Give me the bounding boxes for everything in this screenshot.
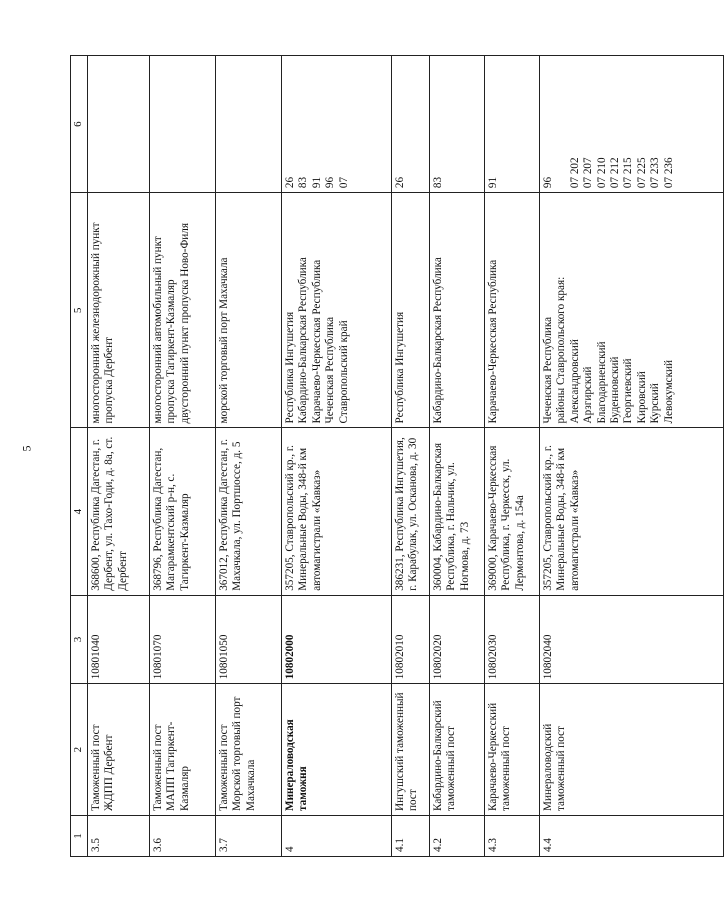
okato-code-cell <box>150 56 216 193</box>
activity-area-line: Кабардино-Балкарская Республика <box>432 257 444 424</box>
header-cell-1: 1 <box>71 815 88 856</box>
header-cell-3: 3 <box>71 595 88 684</box>
okato-code-line: 07 202 <box>568 157 581 189</box>
okato-code-line: 26 <box>284 176 296 189</box>
activity-area-cell <box>216 193 282 428</box>
table-row <box>540 56 724 857</box>
okato-code-line: 83 <box>297 176 310 189</box>
table-body <box>71 56 724 857</box>
post-name-cell: Таможенный пост ЖДПП Дербент <box>88 684 150 816</box>
row-number-cell: 4.1 <box>392 815 430 856</box>
row-number-cell: 4.4 <box>540 815 724 856</box>
post-address-cell: 368600, Республика Дагестан, г. Дербент, ул. Тахо-Годи, д. 8а, ст. Дербент <box>88 428 150 595</box>
activity-area-line: Кабардино-Балкарская Республика <box>297 257 310 424</box>
rotated-table-frame <box>70 55 675 857</box>
row-number-cell: 3.6 <box>150 815 216 856</box>
okato-code-cell <box>282 56 392 193</box>
activity-area-line: Ставропольский край <box>337 320 350 424</box>
row-number-cell: 4.2 <box>430 815 485 856</box>
post-code-cell: 10801050 <box>216 595 282 684</box>
post-name-cell: Карачаево-Черкесский таможенный пост <box>485 684 540 816</box>
post-address-cell: 386231, Республика Ингушетия, г. Карабулак, ул. Осканова, д. 30 <box>392 428 430 595</box>
post-address-cell: 360004, Кабардино-Балкарская Республика, г. Нальчик, ул. Ногмова, д. 73 <box>430 428 485 595</box>
activity-area-line: Республика Ингушетия <box>284 311 296 424</box>
okato-code-line: 07 225 <box>635 157 648 189</box>
row-number-cell: 4 <box>282 815 392 856</box>
table-row <box>282 56 392 857</box>
activity-area-line: Карачаево-Черкесская Республика <box>487 259 499 424</box>
header-cell-2: 2 <box>71 684 88 816</box>
activity-area-line: Кировский <box>635 371 648 424</box>
table-row <box>150 56 216 857</box>
header-cell-5: 5 <box>71 193 88 428</box>
post-address-cell: 357205, Ставропольский кр., г. Минеральные Воды, 348-й км автомагистрали «Кавказ» <box>282 428 392 595</box>
activity-area-line: Чеченская Республика <box>542 316 554 424</box>
okato-code-line: 91 <box>310 176 323 189</box>
post-code-cell: 10801070 <box>150 595 216 684</box>
table-row <box>485 56 540 857</box>
activity-area-line: Левокумский <box>662 360 675 424</box>
activity-area-line: Республика Ингушетия <box>394 311 406 424</box>
activity-area-cell <box>430 193 485 428</box>
customs-posts-table <box>70 55 724 857</box>
header-cell-6: 6 <box>71 56 88 193</box>
post-code-cell: 10802020 <box>430 595 485 684</box>
post-name-cell: Таможенный пост Морской торговый порт Махачкала <box>216 684 282 816</box>
table-row <box>392 56 430 857</box>
row-number-cell: 4.3 <box>485 815 540 856</box>
activity-area-line: Курский <box>649 383 662 424</box>
okato-code-cell <box>216 56 282 193</box>
okato-code-line: 07 <box>337 176 350 189</box>
activity-area-line: Арзгирский <box>582 366 595 424</box>
activity-area-line: морской торговый порт Махачкала <box>218 257 230 424</box>
post-address-cell: 367012, Республика Дагестан, г. Махачкала, ул. Портшоссе, д. 5 <box>216 428 282 595</box>
okato-code-cell <box>540 56 724 193</box>
post-name-cell: Минераловодская таможня <box>282 684 392 816</box>
post-code-cell: 10802010 <box>392 595 430 684</box>
okato-code-line: 96 <box>324 176 337 189</box>
post-code-cell: 10801040 <box>88 595 150 684</box>
okato-code-line: 07 236 <box>662 157 675 189</box>
post-name-cell: Ингушский таможенный пост <box>392 684 430 816</box>
activity-area-line: Благодарненский <box>595 341 608 424</box>
post-code-cell: 10802030 <box>485 595 540 684</box>
post-code-cell: 10802000 <box>282 595 392 684</box>
post-code-cell: 10802040 <box>540 595 724 684</box>
post-address-cell: 368796, Республика Дагестан, Магарамкентский р-н, с. Тагиркент-Казмаляр <box>150 428 216 595</box>
activity-area-line: Георгиевский <box>622 358 635 424</box>
activity-area-line: многосторонний автомобильный пункт пропуска Тагиркент-Казмаляр <box>152 236 178 424</box>
page-number: 5 <box>19 445 34 452</box>
table-row <box>430 56 485 857</box>
rotated-table-scan <box>70 55 675 857</box>
header-row <box>71 56 88 857</box>
activity-area-cell <box>392 193 430 428</box>
activity-area-cell <box>485 193 540 428</box>
post-address-cell: 357205, Ставропольский кр., г. Минеральные Воды, 348-й км автомагистрали «Кавказ» <box>540 428 724 595</box>
activity-area-line: районы Ставропольского края: <box>555 276 568 424</box>
row-number-cell: 3.7 <box>216 815 282 856</box>
post-address-cell: 369000, Карачаево-Черкесская Республика, г. Черкесск, ул. Лермонтова, д. 154а <box>485 428 540 595</box>
activity-area-line: Александровский <box>568 339 581 424</box>
activity-area-line: двусторонний пункт пропуска Ново-Филя <box>178 223 191 424</box>
activity-area-line: многосторонний железнодорожный пункт пропуска Дербент <box>90 222 116 424</box>
okato-code-line: 83 <box>432 176 444 189</box>
table-row <box>216 56 282 857</box>
okato-code-line: 07 215 <box>622 157 635 189</box>
activity-area-line: Буденновский <box>609 356 622 424</box>
header-cell-4: 4 <box>71 428 88 595</box>
row-number-cell: 3.5 <box>88 815 150 856</box>
okato-code-line: 91 <box>487 176 499 189</box>
post-name-cell: Таможенный пост МАПП Тагиркент-Казмаляр <box>150 684 216 816</box>
activity-area-line: Карачаево-Черкесская Республика <box>310 259 323 424</box>
okato-code-line: 07 233 <box>649 157 662 189</box>
activity-area-line: Чеченская Республика <box>324 316 337 424</box>
okato-code-cell <box>392 56 430 193</box>
okato-code-cell <box>430 56 485 193</box>
activity-area-cell <box>282 193 392 428</box>
okato-code-cell <box>88 56 150 193</box>
activity-area-cell <box>88 193 150 428</box>
okato-code-line <box>555 60 568 188</box>
okato-code-line: 26 <box>394 176 406 189</box>
table-row <box>88 56 150 857</box>
post-name-cell: Минераловодский таможенный пост <box>540 684 724 816</box>
okato-code-line: 96 <box>542 176 554 189</box>
okato-code-cell <box>485 56 540 193</box>
activity-area-cell <box>150 193 216 428</box>
activity-area-cell <box>540 193 724 428</box>
okato-code-line: 07 210 <box>595 157 608 189</box>
okato-code-line: 07 207 <box>582 157 595 189</box>
okato-code-line: 07 212 <box>608 157 621 189</box>
post-name-cell: Кабардино-Балкарский таможенный пост <box>430 684 485 816</box>
